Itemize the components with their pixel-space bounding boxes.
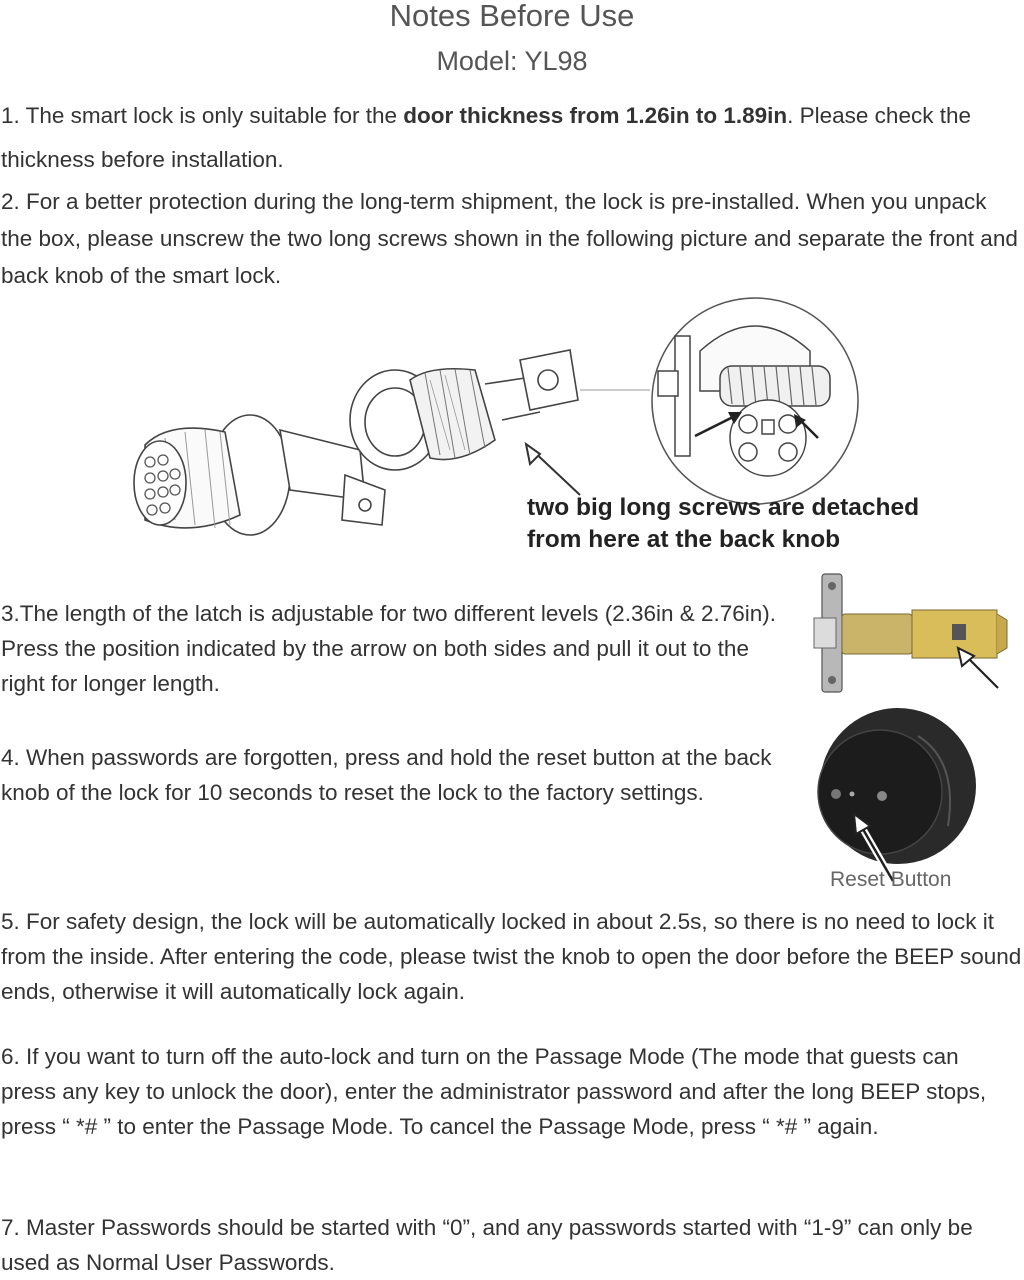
- back-knob-illustration: [808, 706, 988, 866]
- note-2: 2. For a better protection during the long-term shipment, the lock is pre-installed. When you unpack the box, please unscrew the two long screws shown in the following picture and separate the front and back knob of the smart lock.: [1, 189, 1018, 288]
- note-7: 7. Master Passwords should be started with “0”, and any passwords started with “1-9” can only be used as Normal User Passwords.: [1, 1215, 973, 1275]
- note-3: 3.The length of the latch is adjustable for two different levels (2.36in & 2.76in). Press the position indicated by the arrow on both sides and pull it out to the right for longer length.: [1, 601, 777, 696]
- screws-caption-line-1: two big long screws are detached: [527, 494, 920, 521]
- note-1: [1, 94, 1023, 182]
- note-1-bold: door thickness from 1.26in to 1.89in: [403, 103, 788, 128]
- screw-detail-zoom: [650, 296, 860, 506]
- page-title: Notes Before Use: [389, 0, 635, 33]
- note-1-text-end: . Please check the thickness before installation.: [1, 103, 971, 172]
- latch-illustration: [812, 570, 1012, 695]
- reset-button-label: Reset Button: [830, 868, 952, 891]
- note-1-text: 1. The smart lock is only suitable for the: [1, 103, 404, 128]
- note-5: 5. For safety design, the lock will be automatically locked in about 2.5s, so there is no need to lock it from the inside. After entering the code, please twist the knob to open the door before the BEEP sound ends, otherwise it will automatically lock again.: [1, 909, 1022, 1004]
- model-subtitle: Model: YL98: [436, 46, 588, 76]
- note-4: 4. When passwords are forgotten, press and hold the reset button at the back knob of the lock for 10 seconds to reset the lock to the factory settings.: [1, 745, 772, 805]
- screws-caption-line-2: from here at the back knob: [527, 526, 841, 553]
- note-6: 6. If you want to turn off the auto-lock and turn on the Passage Mode (The mode that guests can press any key to unlock the door), enter the administrator password and after the long BEEP stops, press “ *# ” to enter the Passage Mode. To cancel the Passage Mode, press “ *# ” again.: [1, 1044, 987, 1139]
